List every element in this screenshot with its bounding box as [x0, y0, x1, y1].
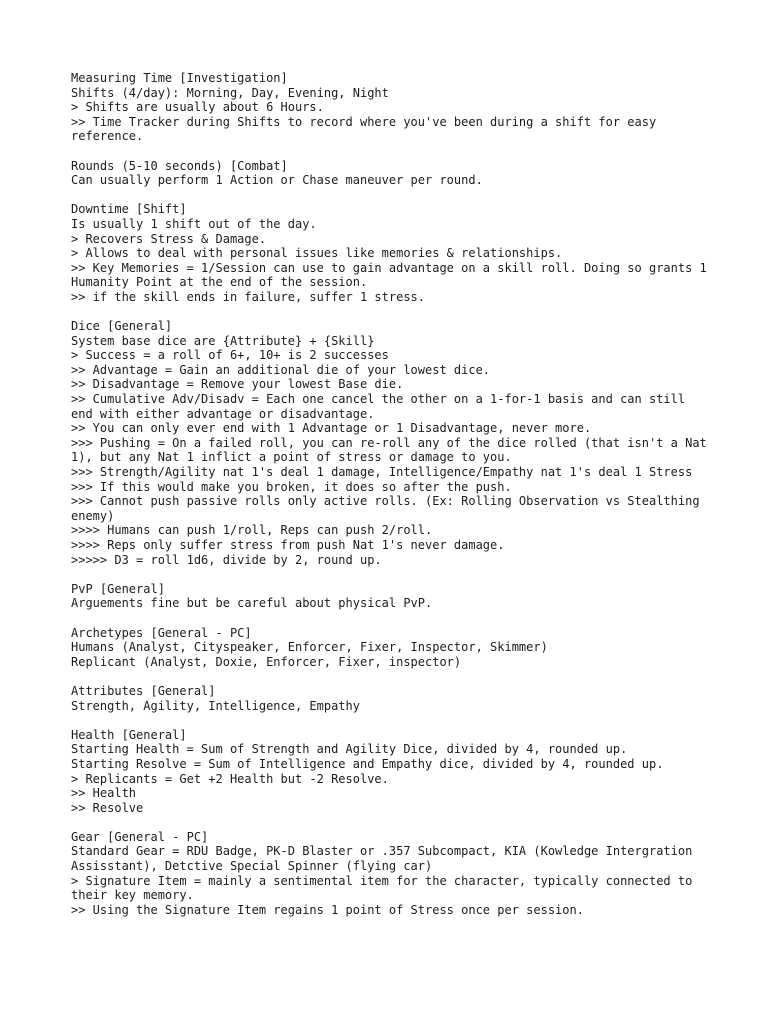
section-heading: Dice [General]: [71, 319, 173, 334]
section-archetypes: [71, 626, 711, 670]
text-line: > Shifts are usually about 6 Hours.: [71, 100, 324, 115]
section-heading: Downtime [Shift]: [71, 202, 187, 217]
section-pvp: [71, 582, 711, 611]
text-line: >> Disadvantage = Remove your lowest Base die.: [71, 377, 404, 392]
text-line: > Allows to deal with personal issues like memories & relationships.: [71, 246, 563, 261]
section-health: [71, 728, 711, 816]
text-line: System base dice are {Attribute} + {Skill}: [71, 333, 375, 348]
section-downtime: [71, 202, 714, 304]
text-line: > Success = a roll of 6+, 10+ is 2 successes: [71, 348, 389, 363]
text-line: Strength, Agility, Intelligence, Empathy: [71, 698, 360, 713]
text-line: >> Health: [71, 786, 137, 801]
section-heading: Measuring Time [Investigation]: [71, 71, 288, 85]
document-page: [71, 71, 714, 932]
text-line: >> if the skill ends in failure, suffer 1 stress.: [71, 289, 426, 304]
section-dice: [71, 319, 714, 567]
text-line: >>> If this would make you broken, it does so after the push.: [71, 479, 512, 494]
text-line: >> Key Memories = 1/Session can use to gain advantage on a skill roll. Doing so grants 1 Humanity Point at the end of the session.: [71, 260, 714, 290]
text-line: > Signature Item = mainly a sentimental item for the character, typically connected to their key memory.: [71, 873, 700, 903]
text-line: Starting Health = Sum of Strength and Agility Dice, divided by 4, rounded up.: [71, 742, 628, 757]
section-heading: Archetypes [General - PC]: [71, 625, 252, 640]
section-heading: Gear [General - PC]: [71, 829, 209, 844]
section-heading: Rounds (5-10 seconds) [Combat]: [71, 158, 288, 173]
text-line: >>> Pushing = On a failed roll, you can re-roll any of the dice rolled (that isn't a Nat 1), but any Nat 1 inflict a point of stress or damage to you.: [71, 435, 714, 465]
text-line: >> Advantage = Gain an additional die of your lowest dice.: [71, 362, 491, 377]
text-line: >> You can only ever end with 1 Advantage or 1 Disadvantage, never more.: [71, 421, 592, 436]
text-line: >> Time Tracker during Shifts to record where you've been during a shift for easy reference.: [71, 114, 664, 144]
section-measuring-time: [71, 71, 711, 144]
text-line: Humans (Analyst, Cityspeaker, Enforcer, Fixer, Inspector, Skimmer): [71, 640, 548, 655]
text-line: >>>> Reps only suffer stress from push Nat 1's never damage.: [71, 538, 505, 552]
text-line: Arguements fine but be careful about physical PvP.: [71, 596, 433, 611]
section-heading: Attributes [General]: [71, 683, 216, 698]
section-heading: Health [General]: [71, 727, 187, 742]
text-line: Replicant (Analyst, Doxie, Enforcer, Fixer, inspector): [71, 654, 462, 669]
text-line: >>>> Humans can push 1/roll, Reps can push 2/roll.: [71, 523, 433, 538]
text-line: > Replicants = Get +2 Health but -2 Resolve.: [71, 771, 389, 786]
text-line: Is usually 1 shift out of the day.: [71, 216, 317, 231]
section-gear: [71, 830, 711, 918]
text-line: Can usually perform 1 Action or Chase maneuver per round.: [71, 173, 483, 188]
text-line: Starting Resolve = Sum of Intelligence and Empathy dice, divided by 4, rounded up.: [71, 756, 664, 771]
section-heading: PvP [General]: [71, 581, 165, 596]
text-line: Shifts (4/day): Morning, Day, Evening, Night: [71, 85, 389, 100]
text-line: Standard Gear = RDU Badge, PK-D Blaster or .357 Subcompact, KIA (Kowledge Intergration Assisstant), Detctive Special Spinner (flying car): [71, 844, 700, 874]
section-attributes: [71, 684, 711, 713]
text-line: >> Using the Signature Item regains 1 point of Stress once per session.: [71, 902, 584, 917]
text-line: >>> Strength/Agility nat 1's deal 1 damage, Intelligence/Empathy nat 1's deal 1 Stress: [71, 465, 693, 480]
text-line: >>>>> D3 = roll 1d6, divide by 2, round up.: [71, 552, 382, 567]
text-line: >> Resolve: [71, 800, 144, 815]
text-line: >>> Cannot push passive rolls only active rolls. (Ex: Rolling Observation vs Stealthing enemy): [71, 494, 707, 523]
text-line: > Recovers Stress & Damage.: [71, 231, 267, 246]
section-rounds: [71, 159, 711, 188]
text-line: >> Cumulative Adv/Disadv = Each one cancel the other on a 1-for-1 basis and can still end with either advantage or disadvantage.: [71, 392, 693, 421]
